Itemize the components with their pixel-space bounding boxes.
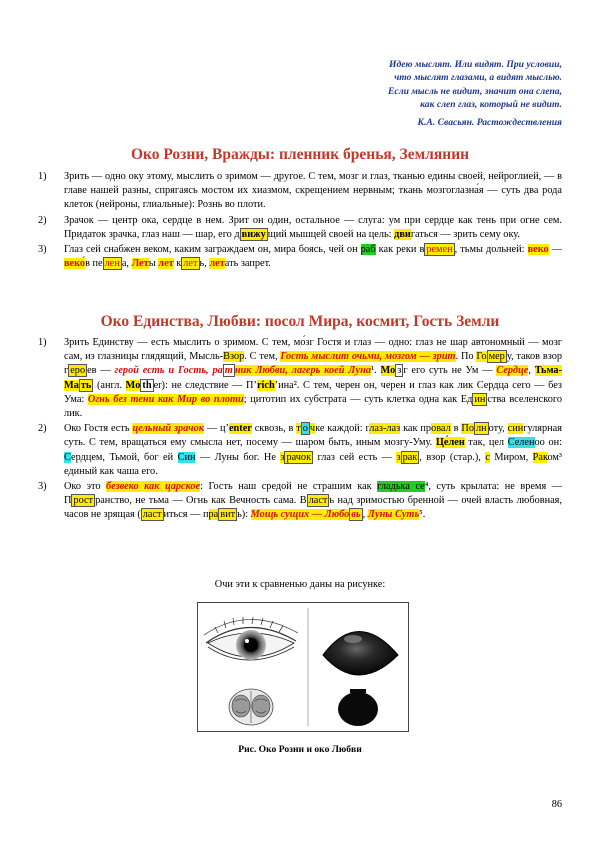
epigraph-line: как слеп глаз, который не видит.	[420, 99, 562, 111]
text-fragment: er): не следствие — П’	[153, 379, 257, 391]
highlight: С	[64, 451, 71, 463]
highlight: Рак	[532, 451, 548, 463]
highlight: о	[302, 423, 308, 435]
epigraph	[302, 58, 562, 129]
highlight: ть	[80, 379, 92, 391]
item-number: 2)	[38, 214, 47, 226]
discord-eye-list	[38, 170, 562, 272]
epigraph-line: Идею мыслят. Или видят. При условии,	[388, 59, 562, 70]
highlight: з	[397, 365, 402, 377]
item-text: ы	[148, 258, 159, 270]
highlight: с	[485, 451, 490, 463]
highlight: Вз	[223, 351, 234, 363]
item-text: , тьмы дольней:	[454, 244, 528, 256]
text-fragment: . По	[455, 351, 477, 363]
text-fragment: оту,	[488, 423, 508, 435]
text-fragment: ⁴, суть крылата: не время — П	[64, 481, 562, 507]
highlight: Гость мыслит очьми, мозгом — зрит	[280, 351, 456, 363]
highlight: лн	[476, 423, 487, 435]
highlight: Сердце	[496, 365, 529, 377]
highlight: дви	[394, 228, 411, 240]
highlight: безвеко как царское	[106, 481, 201, 493]
text-fragment: . С тем,	[244, 351, 281, 363]
item-number: 3)	[38, 244, 47, 256]
text-fragment: гулярная суть. С тем, вращаться ему смысла нет, посему — шаром быть, иным мозгу-Уму.	[64, 423, 562, 449]
text-fragment: как пр	[400, 423, 432, 435]
text-fragment: ке каждой: г	[315, 423, 370, 435]
text-fragment: ства вселенского лик.	[64, 393, 562, 420]
text-fragment: Око это	[64, 481, 107, 493]
item-text: Глаз сей снабжен веком, каким заграждаем он, мира боясь, чей он	[64, 244, 361, 256]
highlight: еро	[70, 365, 86, 377]
text-fragment: ь):	[237, 509, 251, 521]
item-number: 3)	[38, 481, 47, 493]
highlight: Лу	[367, 509, 380, 521]
highlight: Мо	[380, 365, 396, 377]
highlight: щь сущих — Любо	[264, 509, 350, 521]
highlight: Mo	[125, 379, 141, 391]
epigraph-line: что мыслят глазами, а видят мыслью.	[394, 72, 562, 84]
highlight: ласт	[308, 495, 328, 507]
item-number: 2)	[38, 423, 47, 435]
text-fragment: Миром,	[489, 451, 533, 463]
highlight: ч	[309, 423, 316, 435]
epigraph-line: Если мысль не видит, значит она слепа,	[388, 85, 562, 97]
highlight: ор	[234, 351, 245, 363]
highlight: ин	[474, 393, 486, 405]
list-item	[38, 422, 562, 479]
text-fragment: — Луны бог. Не	[195, 451, 281, 463]
highlight: ремен	[426, 244, 453, 256]
highlight: раб	[360, 244, 376, 256]
highlight: th	[142, 379, 152, 391]
unity-eye-list	[38, 336, 562, 524]
highlight: Огнь без тени как Мир во плоти	[87, 393, 244, 405]
text-fragment: (англ.	[93, 379, 126, 391]
highlight: т	[296, 423, 301, 435]
text-fragment: Зрить Единству — есть мыслить о зримом. С тем, мо́зг Гостя и глаз — одно: глаз не шар автономный — мозг сам, из глазницы глядящий, Мысль-	[64, 337, 562, 363]
text-fragment: ев —	[87, 365, 115, 377]
highlight: Мо	[250, 509, 265, 521]
highlight: ласт	[142, 509, 162, 521]
item-text	[64, 422, 562, 477]
epigraph-signature: К.А. Свасьян. Растождествления	[417, 116, 562, 128]
highlight: Лет	[131, 258, 149, 270]
highlight: Ть	[534, 365, 547, 377]
text-fragment: г его суть не Ум —	[403, 365, 497, 377]
text-fragment: ердцем, Тьмой, бог ей	[71, 451, 178, 463]
item-text: ь,	[199, 258, 210, 270]
figure-caption: Рис. Око Розни и око Любви	[238, 744, 362, 755]
highlight: веко́	[64, 258, 86, 270]
item-text: щий мышцей своей на цель:	[267, 228, 395, 240]
item-text: как реки в	[375, 244, 425, 256]
text-fragment: оо он:	[534, 437, 563, 449]
item-text: —	[548, 244, 562, 256]
item-number: 1)	[38, 171, 47, 182]
list-item	[38, 480, 562, 523]
highlight: т	[224, 365, 233, 377]
text-fragment: в	[450, 423, 462, 435]
text-fragment: Око Гостя есть	[64, 423, 133, 435]
text-fragment: ⁵.	[419, 509, 426, 521]
highlight: вит	[220, 509, 236, 521]
item-text: гаться — зрить сему оку.	[410, 228, 521, 240]
highlight: Селен	[507, 437, 535, 449]
highlight: лет	[209, 258, 225, 270]
brain-icon	[229, 689, 273, 725]
highlight: син	[507, 423, 524, 435]
highlight: рачок	[286, 451, 312, 463]
text-fragment: ь над зримостью бренной — очей власть любовная, часов не зрящая (	[64, 495, 562, 521]
text-fragment: ; цитотип их субстрата — суть клетка одна как Ед	[243, 393, 473, 405]
highlight: Це́лен	[435, 437, 465, 449]
highlight: лаз-лаз	[369, 423, 401, 435]
item-text: ать запрет.	[224, 258, 271, 270]
highlight: Син	[177, 451, 196, 463]
text-fragment: иться — п	[163, 509, 209, 521]
eyes-illustration	[198, 603, 408, 731]
item-text: Зрить — одно оку этому, мыслить о зримом — другое. С тем, мозг и глаз, тканью едины своей, нейроглией, — в главе нашей разны, спрягаясь мостом их хиазмом, скрещением нервным; ткань мозгоглазна́я — суть два рода клеток (нейроны, глиальные): Рознь во плоти.	[64, 171, 562, 211]
list-item	[38, 170, 562, 213]
list-item	[38, 243, 562, 271]
eyes-figure	[197, 602, 409, 732]
highlight: герой есть и Гость, ра	[114, 365, 223, 377]
alien-eye-icon	[323, 632, 398, 676]
highlight: лет	[158, 258, 174, 270]
text-fragment: ¹.	[371, 365, 381, 377]
highlight: овал	[431, 423, 451, 435]
highlight: вь	[351, 509, 361, 521]
highlight: мер	[488, 351, 505, 363]
item-text: Зрачок — центр ока, сердце в нем. Зрит он один, остальное — слуга: ум при сердце как тень при огне сем. Придаток зрачка, глаз наш — шар, его д	[64, 214, 562, 240]
highlight: ный зрачок	[152, 423, 204, 435]
page-number: 86	[551, 799, 562, 810]
highlight: веко	[527, 244, 549, 256]
item-text	[64, 337, 562, 419]
highlight: Го	[476, 351, 487, 363]
highlight: рост	[73, 495, 94, 507]
highlight: enter	[228, 423, 252, 435]
highlight: ник Любви, лагерь коей Луна	[234, 365, 371, 377]
highlight: лет	[183, 258, 198, 270]
highlight: ра	[208, 509, 219, 521]
text-fragment: ом³ единый как чаша его.	[64, 451, 562, 477]
item-text: а,	[121, 258, 132, 270]
highlight: цель	[132, 423, 153, 435]
text-fragment: у, таков взор г	[64, 351, 563, 377]
text-fragment: ,	[362, 509, 368, 521]
text-fragment: сквозь, в	[251, 423, 297, 435]
item-text	[64, 481, 562, 521]
text-fragment: ,	[528, 365, 535, 377]
black-head-icon	[338, 689, 378, 726]
item-text: к	[173, 258, 182, 270]
highlight: з	[396, 451, 401, 463]
highlight: з	[280, 451, 285, 463]
highlight: лен	[104, 258, 120, 270]
highlight: ны Суть	[379, 509, 420, 521]
highlight: вижу	[241, 228, 266, 240]
text-fragment: : Гость наш средой не страшим как	[200, 481, 378, 493]
text-fragment: , взор (стар.),	[419, 451, 486, 463]
section-title-unity: Око Единства, Любви: посол Мира, космит, Гость Земли	[100, 313, 500, 330]
text-fragment: ранство, не тьма — Огнь как Вечность сама. В	[95, 495, 307, 507]
highlight: ма-Ма	[64, 365, 562, 391]
text-fragment: — ц’	[203, 423, 229, 435]
list-item	[38, 336, 562, 421]
highlight: рак	[402, 451, 418, 463]
highlight: ка се	[400, 481, 425, 493]
highlight: По	[461, 423, 474, 435]
human-eye-icon	[204, 617, 298, 660]
list-item	[38, 214, 562, 242]
item-text: в пе	[85, 258, 103, 270]
highlight: гладь	[377, 481, 401, 493]
item-number: 1)	[38, 337, 47, 348]
section-title-discord: Око Розни, Вражды: пленник бренья, Землянин	[130, 146, 470, 163]
figure-lead-text: Очи эти к сравненью даны на рисунке:	[214, 579, 386, 590]
text-fragment: ’ина². С тем, черен он, черен и глаз как лик Сердца сего — без Ума:	[64, 379, 562, 405]
text-fragment: так, цел	[464, 437, 508, 449]
highlight: rich	[256, 379, 275, 391]
text-fragment: глаз сей есть —	[313, 451, 397, 463]
